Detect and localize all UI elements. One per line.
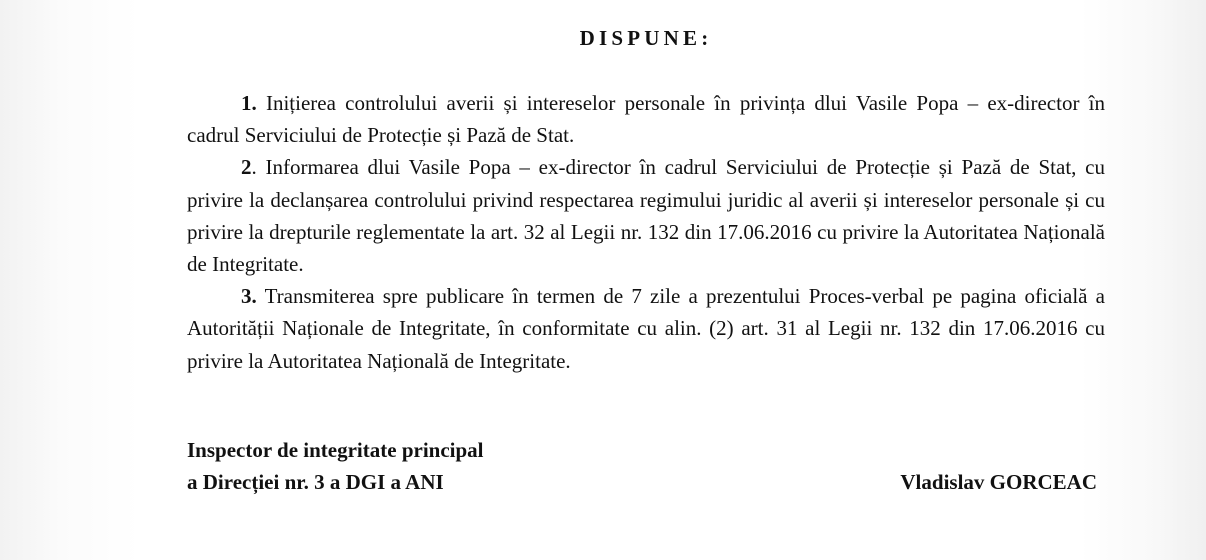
signatory-role-line-1: Inspector de integritate principal xyxy=(187,438,484,462)
document-heading: DISPUNE: xyxy=(579,26,713,50)
clause-2-text: . Informarea dlui Vasile Popa – ex-director în cadrul Serviciului de Protecție și Pază de Stat, cu privire la declanșarea controlului privind respectarea regimului juridic al averii și intereselor personale și cu privire la drepturile reglementate la art. 32 al Legii nr. 132 din 17.06.2016 cu privire la Autoritatea Națională de Integritate. xyxy=(187,155,1105,277)
clause-2-number: 2 xyxy=(241,155,252,180)
clause-1 xyxy=(187,87,1105,151)
clause-1-number: 1. xyxy=(241,91,257,115)
clause-3 xyxy=(187,280,1105,377)
signature-block xyxy=(187,434,1105,498)
document-page xyxy=(187,0,1105,560)
clause-3-number: 3. xyxy=(241,284,257,309)
clause-3-text: Transmiterea spre publicare în termen de 7 zile a prezentului Proces-verbal pe pagina oficială a Autorității Naționale de Integritate, în conformitate cu alin. (2) art. 31 al Legii nr. 132 din 17.06.2016 cu privire la Autoritatea Națională de Integritate. xyxy=(187,284,1105,373)
clause-2 xyxy=(187,151,1105,280)
signatory-role-line-2: a Direcției nr. 3 a DGI a ANI xyxy=(187,470,444,494)
clause-1-text: Inițierea controlului averii și intereselor personale în privința dlui Vasile Popa – ex-director în cadrul Serviciului de Protecție și Pază de Stat. xyxy=(187,91,1105,148)
signatory-name: Vladislav GORCEAC xyxy=(900,470,1097,494)
clause-list xyxy=(187,87,1105,377)
